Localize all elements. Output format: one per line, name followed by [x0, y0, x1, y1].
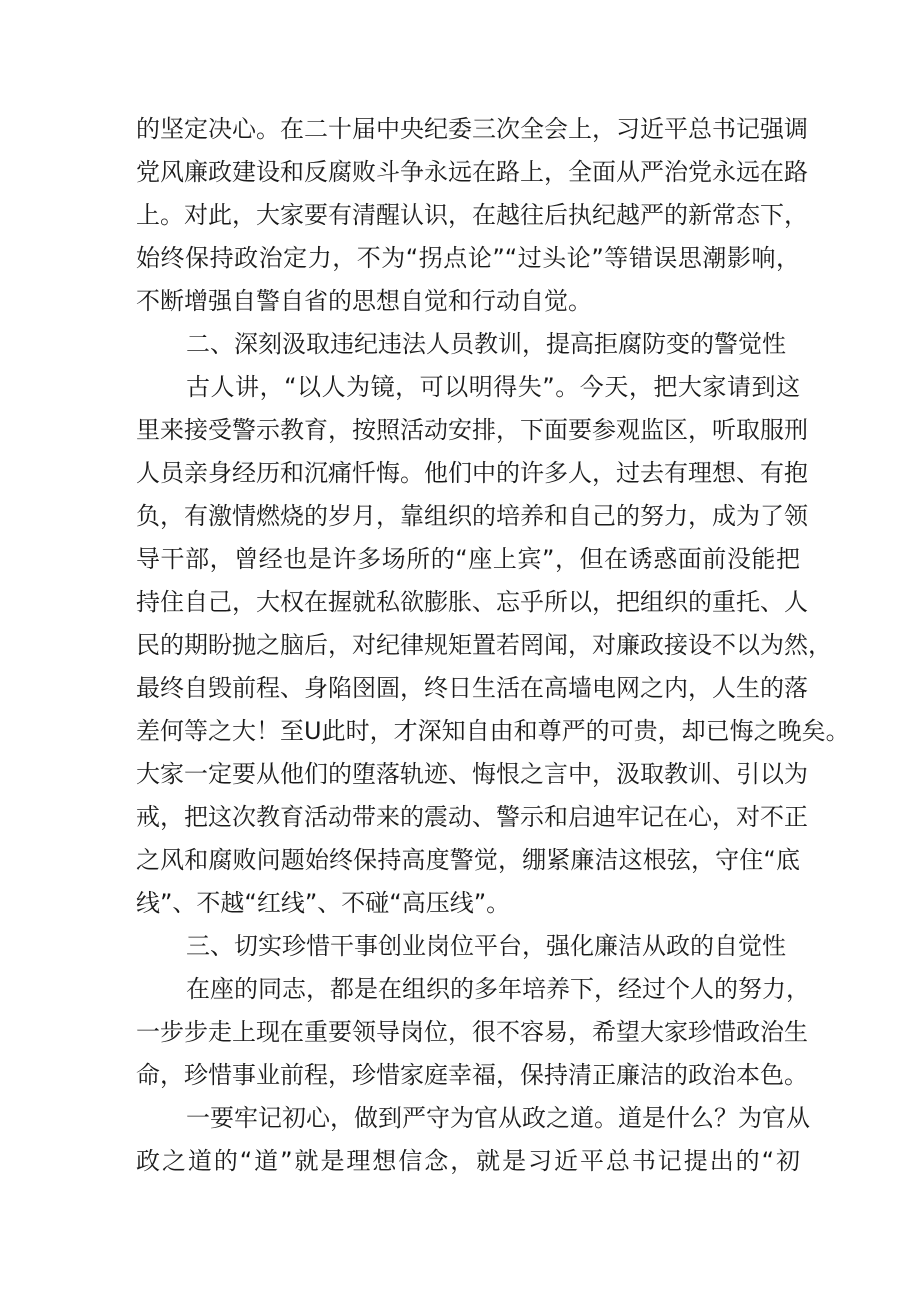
text-line: 政之道的“道”就是理想信念，就是习近平总书记提出的“初 [136, 1147, 800, 1175]
document-body [136, 108, 850, 1183]
text-line: 线”、不越“红线”、不碰“高压线”。 [136, 889, 511, 917]
section-heading-3: 三、切实珍惜干事创业岗位平台，强化廉洁从政的自觉性 [186, 932, 786, 960]
text-line: 负，有激情燃烧的岁月，靠组织的培养和自己的努力，成为了领 [136, 502, 808, 530]
text-line: 古人讲，“以人为镜，可以明得失”。今天，把大家请到这 [186, 373, 800, 401]
text-line: 导干部，曾经也是许多场所的“座上宾”，但在诱惑面前没能把 [136, 545, 800, 573]
text-line: 的坚定决心。在二十届中央纪委三次全会上，习近平总书记强调 [136, 115, 808, 143]
text-line: 大家一定要从他们的堕落轨迹、悔恨之言中，汲取教训、引以为 [136, 760, 808, 788]
text-line: 一要牢记初心，做到严守为官从政之道。道是什么？为官从 [186, 1104, 810, 1132]
text-line: 党风廉政建设和反腐败斗争永远在路上，全面从严治党永远在路 [136, 158, 808, 186]
text-line: 上。对此，大家要有清醒认识，在越往后执纪越严的新常态下， [136, 201, 808, 229]
text-line: 命，珍惜事业前程，珍惜家庭幸福，保持清正廉洁的政治本色。 [136, 1061, 808, 1089]
text-line: 不断增强自警自省的思想自觉和行动自觉。 [136, 287, 592, 315]
text-line: 始终保持政治定力，不为“拐点论”“过头论”等错误思潮影响， [136, 244, 800, 272]
section-heading-2: 二、深刻汲取违纪违法人员教训，提高拒腐防变的警觉性 [186, 330, 786, 358]
text-line: 持住自己，大权在握就私欲膨胀、忘乎所以，把组织的重托、人 [136, 588, 808, 616]
text-line: 差何等之大！至U此时，才深知自由和尊严的可贵，却已悔之晚矣。 [136, 717, 850, 745]
text-line: 人员亲身经历和沉痛忏悔。他们中的许多人，过去有理想、有抱 [136, 459, 808, 487]
text-line: 民的期盼抛之脑后，对纪律规矩置若罔闻，对廉政接设不以为然， [136, 631, 832, 659]
text-line: 戒，把这次教育活动带来的震动、警示和启迪牢记在心，对不正 [136, 803, 808, 831]
text-line: 之风和腐败问题始终保持高度警觉，绷紧廉洁这根弦，守住“底 [136, 846, 800, 874]
text-line: 一步步走上现在重要领导岗位，很不容易，希望大家珍惜政治生 [136, 1018, 808, 1046]
text-line: 在座的同志，都是在组织的多年培养下，经过个人的努力， [186, 975, 810, 1003]
text-line: 里来接受警示教育，按照活动安排，下面要参观监区，听取服刑 [136, 416, 808, 444]
text-line: 最终自毁前程、身陷囹圄，终日生活在高墙电网之内，人生的落 [136, 674, 808, 702]
